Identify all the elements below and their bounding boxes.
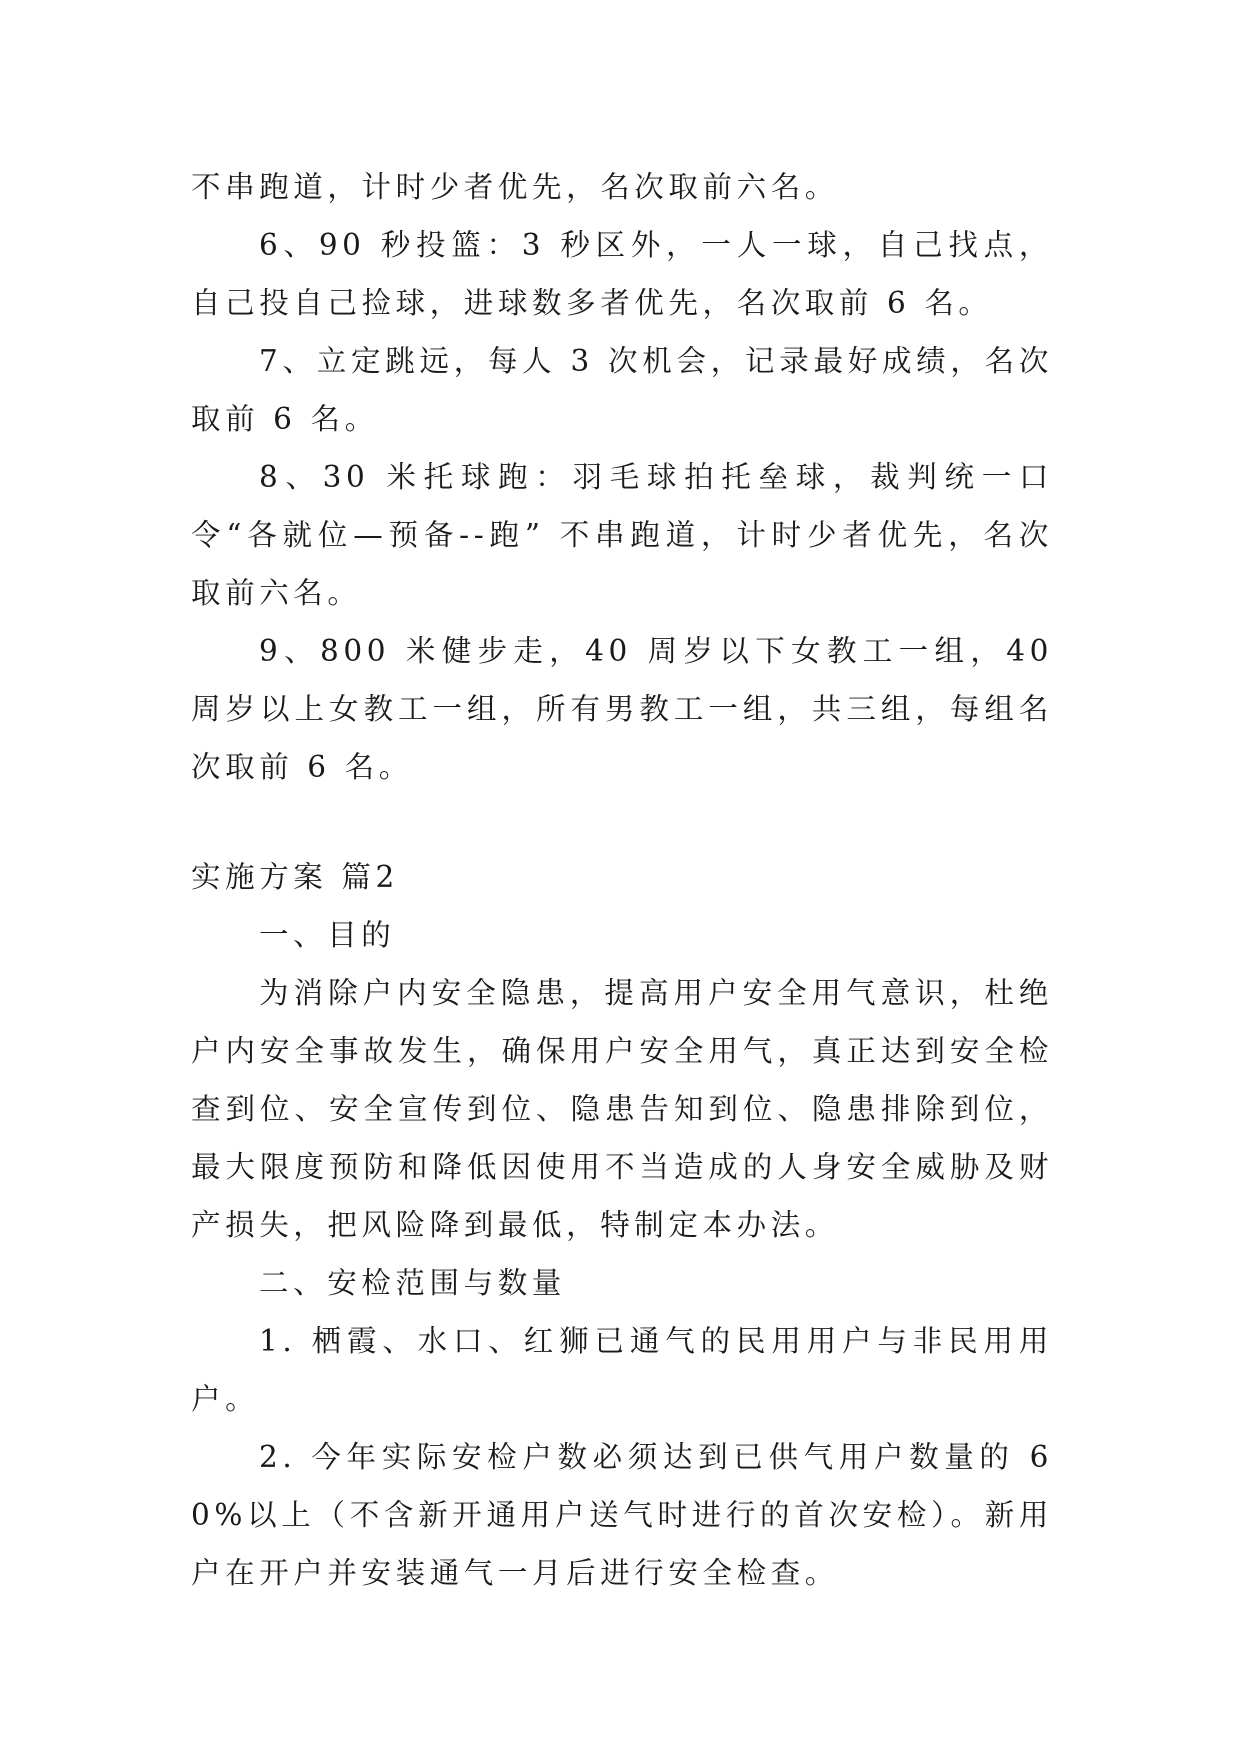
- section-spacer: [191, 796, 1053, 848]
- paragraph-item-9-walk: 9、800 米健步走，40 周岁以下女教工一组，40 周岁以上女教工一组，所有男教工一组，共三组，每组名次取前 6 名。: [191, 634, 1053, 784]
- paragraph-purpose: 为消除户内安全隐患，提高用户安全用气意识，杜绝户内安全事故发生，确保用户安全用气，真正达到安全检查到位、安全宣传到位、隐患告知到位、隐患排除到位，最大限度预防和降低因使用不当造成的人身安全威胁及财产损失，把风险降到最低，特制定本办法。: [191, 976, 1053, 1242]
- scope-item-1: 1. 栖霞、水口、红狮已通气的民用用户与非民用用户。: [191, 1324, 1053, 1416]
- heading-purpose: 一、目的: [259, 918, 396, 952]
- section-title: 实施方案 篇2: [191, 860, 399, 894]
- paragraph-item-6-basketball: 6、90 秒投篮：3 秒区外，一人一球，自己找点，自己投自己捡球，进球数多者优先，名次取前 6 名。: [191, 228, 1053, 320]
- paragraph-race-rules-end: 不串跑道，计时少者优先，名次取前六名。: [191, 170, 839, 204]
- document-body: [191, 158, 1053, 1602]
- paragraph-item-8-ball-run: 8、30 米托球跑：羽毛球拍托垒球，裁判统一口令“各就位—预备--跑” 不串跑道，计时少者优先，名次取前六名。: [191, 460, 1053, 610]
- scope-item-2: 2. 今年实际安检户数必须达到已供气用户数量的 60%以上（不含新开通用户送气时进行的首次安检）。新用户在开户并安装通气一月后进行安全检查。: [191, 1440, 1053, 1590]
- paragraph-item-7-long-jump: 7、立定跳远，每人 3 次机会，记录最好成绩，名次取前 6 名。: [191, 344, 1053, 436]
- heading-scope: 二、安检范围与数量: [259, 1266, 566, 1300]
